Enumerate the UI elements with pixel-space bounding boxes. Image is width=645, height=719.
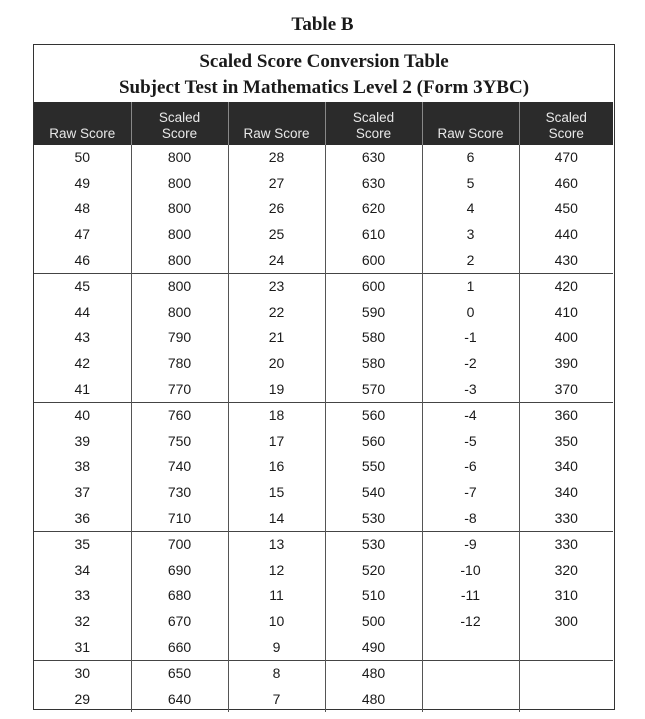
scaled-score-cell: 730	[131, 480, 228, 506]
raw-score-cell: -10	[422, 558, 519, 584]
raw-score-cell: 47	[74, 226, 91, 243]
table-row	[34, 300, 613, 326]
raw-score-cell: 40	[34, 402, 131, 428]
table-row	[34, 660, 613, 686]
scaled-score-cell: 800	[131, 300, 228, 326]
raw-score-cell: -9	[422, 531, 519, 557]
raw-score-cell: 17	[228, 429, 325, 455]
table-row	[34, 480, 613, 506]
raw-score-cell: 8	[228, 660, 325, 686]
scaled-score-cell: 570	[325, 376, 422, 402]
raw-score-cell: 44	[74, 303, 91, 320]
scaled-score-cell: 600	[325, 247, 422, 273]
table-caption: Table B	[291, 14, 354, 35]
raw-score-cell: 49	[74, 174, 91, 191]
table-header-row	[34, 102, 613, 145]
raw-score-cell: 32	[74, 612, 91, 629]
scaled-score-cell: 320	[519, 558, 613, 584]
scaled-score-cell: 490	[325, 634, 422, 660]
raw-score-cell: -1	[422, 325, 519, 351]
scaled-score-cell: 530	[325, 505, 422, 531]
raw-score-cell: -6	[422, 454, 519, 480]
table-row	[34, 351, 613, 377]
scaled-score-cell: 790	[131, 325, 228, 351]
scaled-score-cell: 480	[325, 660, 422, 686]
raw-score-cell: 20	[228, 351, 325, 377]
raw-score-cell: -4	[422, 402, 519, 428]
scaled-score-cell: 800	[131, 247, 228, 273]
scaled-score-cell: 390	[519, 351, 613, 377]
scaled-score-cell: 450	[519, 196, 613, 222]
raw-score-cell: -3	[422, 376, 519, 402]
raw-score-cell: -12	[422, 609, 519, 635]
scaled-score-cell: 400	[519, 325, 613, 351]
table-row	[34, 247, 613, 273]
raw-score-cell: 19	[228, 376, 325, 402]
raw-score-cell: -2	[422, 351, 519, 377]
header-scaled-score-1: Scaled Score	[131, 102, 228, 145]
scaled-score-cell: 710	[131, 505, 228, 531]
raw-score-cell: 4	[422, 196, 519, 222]
header-raw-score-2: Raw Score	[228, 102, 325, 145]
raw-score-cell: -5	[422, 429, 519, 455]
scaled-score-cell: 350	[519, 429, 613, 455]
scaled-score-cell: 330	[519, 505, 613, 531]
raw-score-cell: 2	[422, 247, 519, 273]
raw-score-cell: 43	[74, 329, 91, 346]
raw-score-cell: 18	[228, 402, 325, 428]
scaled-score-cell: 430	[519, 247, 613, 273]
scaled-score-cell: 770	[131, 376, 228, 402]
scaled-score-cell: 460	[519, 171, 613, 197]
scaled-score-cell: 800	[131, 273, 228, 299]
scaled-score-cell: 580	[325, 351, 422, 377]
header-raw-score-3: Raw Score	[422, 102, 519, 145]
scaled-score-cell: 800	[131, 196, 228, 222]
scaled-score-cell: 540	[325, 480, 422, 506]
raw-score-cell: 16	[228, 454, 325, 480]
raw-score-cell: 12	[228, 558, 325, 584]
scaled-score-cell: 760	[131, 402, 228, 428]
scaled-score-cell: 530	[325, 531, 422, 557]
scaled-score-cell: 680	[131, 583, 228, 609]
raw-score-cell: 27	[228, 171, 325, 197]
raw-score-cell: 9	[228, 634, 325, 660]
table-row	[34, 171, 613, 197]
table-title: Scaled Score Conversion Table	[199, 51, 449, 72]
table-subtitle: Subject Test in Mathematics Level 2 (Form 3YBC)	[118, 77, 530, 98]
table-row	[34, 558, 613, 584]
scaled-score-cell: 560	[325, 402, 422, 428]
raw-score-cell: 5	[422, 171, 519, 197]
table-row	[34, 429, 613, 455]
scaled-score-cell: 640	[131, 686, 228, 712]
raw-score-cell: 22	[228, 300, 325, 326]
raw-score-cell: 38	[74, 458, 91, 475]
scaled-score-cell: 440	[519, 222, 613, 248]
scaled-score-cell: 480	[325, 686, 422, 712]
raw-score-cell: 48	[74, 200, 91, 217]
table-row	[34, 609, 613, 635]
scaled-score-cell: 600	[325, 273, 422, 299]
scaled-score-cell: 780	[131, 351, 228, 377]
raw-score-cell: 26	[228, 196, 325, 222]
table-row	[34, 376, 613, 402]
conversion-table-frame	[33, 44, 615, 710]
raw-score-cell: 11	[228, 583, 325, 609]
scaled-score-cell: 420	[519, 273, 613, 299]
scaled-score-cell: 360	[519, 402, 613, 428]
scaled-score-cell: 300	[519, 609, 613, 635]
scaled-score-cell	[519, 634, 613, 660]
raw-score-cell: 34	[74, 561, 91, 578]
scaled-score-cell	[519, 660, 613, 686]
scaled-score-cell: 500	[325, 609, 422, 635]
table-row	[34, 583, 613, 609]
scaled-score-cell: 630	[325, 171, 422, 197]
scaled-score-cell: 330	[519, 531, 613, 557]
raw-score-cell: 21	[228, 325, 325, 351]
table-row	[34, 325, 613, 351]
raw-score-cell	[422, 660, 519, 686]
scaled-score-cell: 340	[519, 454, 613, 480]
table-row	[34, 505, 613, 531]
scaled-score-cell: 650	[131, 660, 228, 686]
raw-score-cell: 28	[228, 145, 325, 171]
raw-score-cell: 23	[228, 273, 325, 299]
raw-score-cell: 7	[228, 686, 325, 712]
scaled-score-cell: 610	[325, 222, 422, 248]
raw-score-cell: 14	[228, 505, 325, 531]
score-conversion-table	[34, 102, 613, 712]
raw-score-cell: 13	[228, 531, 325, 557]
scaled-score-cell: 800	[131, 145, 228, 171]
raw-score-cell	[422, 686, 519, 712]
raw-score-cell: 3	[422, 222, 519, 248]
raw-score-cell: 1	[422, 273, 519, 299]
scaled-score-cell: 520	[325, 558, 422, 584]
scaled-score-cell: 580	[325, 325, 422, 351]
raw-score-cell: 10	[228, 609, 325, 635]
raw-score-cell: 31	[74, 638, 91, 655]
scaled-score-cell: 590	[325, 300, 422, 326]
table-row	[34, 145, 613, 171]
table-row	[34, 402, 613, 428]
raw-score-cell: 42	[74, 355, 91, 372]
scaled-score-cell: 750	[131, 429, 228, 455]
raw-score-cell: 36	[74, 509, 91, 526]
table-body	[34, 145, 613, 712]
raw-score-cell	[422, 634, 519, 660]
raw-score-cell: 24	[228, 247, 325, 273]
scaled-score-cell: 340	[519, 480, 613, 506]
header-scaled-score-2: Scaled Score	[325, 102, 422, 145]
raw-score-cell: -11	[422, 583, 519, 609]
header-scaled-score-3: Scaled Score	[519, 102, 613, 145]
scaled-score-cell: 560	[325, 429, 422, 455]
raw-score-cell: 33	[74, 587, 91, 604]
scaled-score-cell: 630	[325, 145, 422, 171]
scaled-score-cell: 740	[131, 454, 228, 480]
table-row	[34, 634, 613, 660]
scaled-score-cell: 670	[131, 609, 228, 635]
table-row	[34, 454, 613, 480]
scaled-score-cell: 510	[325, 583, 422, 609]
scaled-score-cell: 550	[325, 454, 422, 480]
raw-score-cell: 15	[228, 480, 325, 506]
raw-score-cell: 41	[74, 380, 91, 397]
header-raw-score-1: Raw Score	[34, 102, 131, 145]
table-row	[34, 686, 613, 712]
table-row	[34, 531, 613, 557]
raw-score-cell: 29	[74, 690, 91, 707]
scaled-score-cell: 310	[519, 583, 613, 609]
raw-score-cell: 30	[34, 660, 131, 686]
scaled-score-cell: 620	[325, 196, 422, 222]
raw-score-cell: 25	[228, 222, 325, 248]
scaled-score-cell: 700	[131, 531, 228, 557]
raw-score-cell: 46	[74, 251, 91, 268]
scaled-score-cell	[519, 686, 613, 712]
scaled-score-cell: 800	[131, 171, 228, 197]
scaled-score-cell: 370	[519, 376, 613, 402]
table-row	[34, 222, 613, 248]
raw-score-cell: -7	[422, 480, 519, 506]
raw-score-cell: 37	[74, 484, 91, 501]
scaled-score-cell: 800	[131, 222, 228, 248]
raw-score-cell: 39	[74, 432, 91, 449]
raw-score-cell: -8	[422, 505, 519, 531]
raw-score-cell: 35	[34, 531, 131, 557]
scaled-score-cell: 660	[131, 634, 228, 660]
table-row	[34, 196, 613, 222]
scaled-score-cell: 470	[519, 145, 613, 171]
scaled-score-cell: 410	[519, 300, 613, 326]
raw-score-cell: 0	[422, 300, 519, 326]
raw-score-cell: 45	[34, 273, 131, 299]
table-row	[34, 273, 613, 299]
scaled-score-cell: 690	[131, 558, 228, 584]
raw-score-cell: 50	[74, 149, 91, 166]
raw-score-cell: 6	[422, 145, 519, 171]
